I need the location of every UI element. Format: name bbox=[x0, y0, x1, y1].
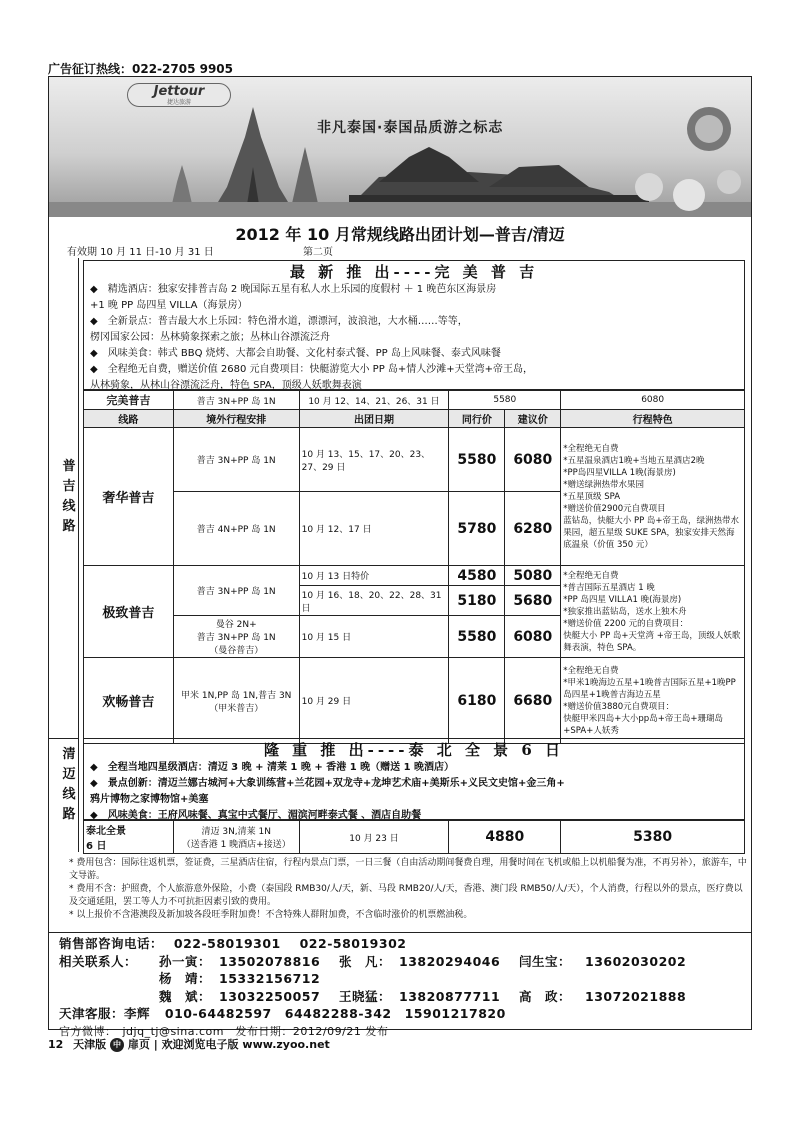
phuket-feature-2: ◆ 全新景点：普吉最大水上乐园：特色滑水道，漂漂河，波浪池，大水桶……等等， bbox=[90, 316, 468, 327]
route-name: 欢畅普吉 bbox=[84, 658, 174, 744]
summary-row bbox=[84, 391, 745, 410]
suggest-price: 6680 bbox=[505, 658, 561, 744]
table-header bbox=[84, 410, 745, 428]
dates-cell: 10 月 23 日 bbox=[299, 821, 449, 854]
phuket-price-table bbox=[83, 390, 745, 744]
route-name: 泰北全景 6 日 bbox=[84, 821, 174, 854]
header-features: 行程特色 bbox=[561, 410, 745, 428]
summary-suggest-price: 6080 bbox=[561, 391, 745, 410]
dates-cell: 10 月 12、17 日 bbox=[299, 492, 449, 566]
dates-cell: 10 月 13、15、17、20、23、27、29 日 bbox=[299, 428, 449, 492]
trade-price: 5580 bbox=[449, 428, 505, 492]
hotline-label: 销售部咨询电话： bbox=[59, 936, 164, 951]
banner-slogan: 非凡泰国·泰国品质游之标志 bbox=[317, 120, 504, 136]
contact-phone: 13820294046 bbox=[399, 953, 501, 969]
contact-row bbox=[59, 988, 686, 1006]
weibo-line: 官方微博： jdjq_tj@sina.com 发布日期：2012/09/21 发布 bbox=[59, 1024, 389, 1038]
chiangmai-side-label: 清迈线路 bbox=[62, 747, 76, 822]
route-name: 极致普吉 bbox=[84, 566, 174, 658]
phuket-feature-5: ◆ 全程绝无自费，赠送价值 2680 元自费项目：快艇游览大小 PP 岛+情人沙滩+天堂湾+帝王岛， bbox=[90, 364, 534, 375]
summary-itinerary: 普吉 3N+PP 岛 1N bbox=[173, 391, 299, 410]
service-line bbox=[59, 1005, 686, 1023]
hotline-2: 022-58019302 bbox=[299, 936, 407, 951]
phuket-feature-1: +1 晚 PP 岛四星 VILLA（海景房） bbox=[90, 300, 248, 311]
phuket-side-column bbox=[49, 258, 79, 738]
trade-price: 5580 bbox=[449, 616, 505, 658]
contact-name: 王晓猛： bbox=[339, 988, 392, 1004]
suggest-price: 5680 bbox=[505, 586, 561, 616]
service-name: 李辉 bbox=[124, 1006, 151, 1021]
suggest-price: 6080 bbox=[505, 616, 561, 658]
header-suggest: 建议价 bbox=[505, 410, 561, 428]
itinerary-cell: 清迈 3N,清莱 1N （送香港 1 晚酒店+接送） bbox=[173, 821, 299, 854]
table-row bbox=[84, 821, 745, 854]
contact-phone: 15332156712 bbox=[219, 971, 321, 986]
phuket-promo-box bbox=[83, 260, 745, 390]
dates-cell: 10 月 29 日 bbox=[299, 658, 449, 744]
trade-price: 4580 bbox=[449, 566, 505, 586]
edition-label: 天津版 bbox=[73, 1038, 107, 1051]
contact-phone: 13072021888 bbox=[585, 988, 687, 1004]
suggest-price: 6280 bbox=[505, 492, 561, 566]
header-dates: 出团日期 bbox=[299, 410, 449, 428]
dates-cell: 10 月 13 日特价 bbox=[299, 566, 449, 586]
table-row bbox=[84, 428, 745, 492]
header-route: 线路 bbox=[84, 410, 174, 428]
route-name: 奢华普吉 bbox=[84, 428, 174, 566]
service-label: 天津客服： bbox=[59, 1006, 125, 1021]
suggest-price: 6080 bbox=[505, 428, 561, 492]
contact-row bbox=[59, 970, 686, 988]
page-title: 2012 年 10 月常规线路出团计划—普吉/清迈 bbox=[235, 225, 565, 244]
dates-cell: 10 月 15 日 bbox=[299, 616, 449, 658]
contact-phone: 13502078816 bbox=[219, 953, 321, 969]
chiangmai-side-column bbox=[49, 738, 79, 852]
people-label: 相关联系人： bbox=[59, 953, 138, 969]
chiangmai-price-table bbox=[83, 820, 745, 854]
suggest-price: 5380 bbox=[561, 821, 745, 854]
banner bbox=[49, 77, 751, 217]
chiangmai-feature-3: ◆ 风味美食：王府风味餐、真宝中式餐厅、湄滨河畔泰式餐 、酒店自助餐 bbox=[90, 810, 422, 821]
page-footer bbox=[48, 1036, 330, 1063]
phuket-promo-title: 最 新 推 出----完 美 普 吉 bbox=[289, 263, 539, 281]
summary-dates: 10 月 12、14、21、26、31 日 bbox=[299, 391, 449, 410]
ad-hotline: 广告征订热线：022-2705 9905 bbox=[48, 62, 234, 76]
header-itinerary: 境外行程安排 bbox=[173, 410, 299, 428]
features-cell: *全程绝无自费 *甲米1晚海边五星+1晚普吉国际五星+1晚PP岛四星+1晚普吉海边五星 *赠送价值3880元自费项目： 快艇甲米四岛+大小pp岛+帝王岛+珊瑚岛+SPA+人妖秀 bbox=[561, 658, 745, 744]
chiangmai-promo-title: 隆 重 推 出----泰 北 全 景 6 日 bbox=[263, 741, 565, 759]
page-frame bbox=[48, 76, 752, 1038]
service-phones: 010-64482597 64482288-342 15901217820 bbox=[164, 1006, 506, 1021]
contact-phone: 13820877711 bbox=[399, 988, 501, 1004]
note-surcharge: * 以上报价不含港澳段及新加坡各段旺季附加费！不含特殊人群附加费，不含临时涨价的机票燃油税。 bbox=[69, 910, 473, 920]
itinerary-cell: 普吉 3N+PP 岛 1N bbox=[173, 566, 299, 616]
table-row bbox=[84, 566, 745, 586]
itinerary-cell: 甲米 1N,PP 岛 1N,普吉 3N （甲米普吉） bbox=[173, 658, 299, 744]
itinerary-cell: 曼谷 2N+ 普吉 3N+PP 岛 1N （曼谷普吉） bbox=[173, 616, 299, 658]
site-url[interactable]: www.zyoo.net bbox=[242, 1038, 330, 1051]
dates-cell: 10 月 16、18、20、22、28、31 日 bbox=[299, 586, 449, 616]
welcome-text: 欢迎浏览电子版 bbox=[161, 1038, 239, 1051]
summary-trade-price: 5580 bbox=[449, 391, 561, 410]
china-badge-icon: 中国 bbox=[110, 1038, 124, 1052]
header-trade: 同行价 bbox=[449, 410, 505, 428]
page-number: 12 bbox=[48, 1038, 64, 1051]
hotline-1: 022-58019301 bbox=[173, 936, 281, 951]
trade-price: 5180 bbox=[449, 586, 505, 616]
contact-phone: 13602030202 bbox=[585, 953, 687, 969]
suggest-price: 5080 bbox=[505, 566, 561, 586]
contact-name: 张 凡： bbox=[339, 953, 392, 969]
contact-name: 高 政： bbox=[519, 988, 572, 1004]
itinerary-cell: 普吉 4N+PP 岛 1N bbox=[173, 492, 299, 566]
phuket-feature-0: ◆ 精选酒店：独家安排普吉岛 2 晚国际五星有私人水上乐园的度假村 ＋ 1 晚芭东区海景房 bbox=[90, 284, 497, 295]
phuket-feature-3: 楞冈国家公园：丛林骑象探索之旅；丛林山谷漂流泛舟 bbox=[90, 332, 330, 343]
phuket-side-label: 普吉线路 bbox=[62, 459, 76, 534]
chiangmai-feature-2: 鸦片博物之家博物馆+美塞 bbox=[90, 794, 209, 805]
features-cell: *全程绝无自费 *普吉国际五星酒店 1 晚 *PP 岛四星 VILLA1 晚(海景房) *独家推出蓝钻岛，送水上独木舟 *赠送价值 2200 元的自费项目： 快艇大小 PP 岛+天堂湾 +帝王岛，顶级人妖歌舞表演，特色 SPA。 bbox=[561, 566, 745, 658]
trade-price: 4880 bbox=[449, 821, 561, 854]
hotline-line bbox=[59, 935, 686, 953]
jettour-logo: Jettour 捷达旅游 bbox=[127, 83, 231, 107]
section-label: 扉页 bbox=[127, 1038, 150, 1051]
contact-row bbox=[59, 953, 686, 971]
phuket-feature-4: ◆ 风味美食：韩式 BBQ 烧烤、大都会自助餐、文化村泰式餐、PP 岛上风味餐、泰式风味餐 bbox=[90, 348, 501, 359]
page-label: 第二页 bbox=[303, 247, 333, 258]
itinerary-cell: 普吉 3N+PP 岛 1N bbox=[173, 428, 299, 492]
notes bbox=[69, 857, 749, 922]
chiangmai-feature-0: ◆ 全程当地四星级酒店：清迈 3 晚 + 清莱 1 晚 + 香港 1 晚（赠送 1 晚酒店） bbox=[90, 762, 455, 773]
contact-name: 魏 斌： bbox=[159, 988, 212, 1004]
features-cell: *全程绝无自费 *五星温泉酒店1晚+当地五星酒店2晚 *PP岛四星VILLA 1晚(海景房) *赠送绿洲热带水果园 *五星顶级 SPA *赠送价值2900元自费项目 蓝钻岛，快艇大小 PP 岛+帝王岛，绿洲热带水果园，超五星级 SUKE SPA，独家安排天然海底温泉（价值 350 元） bbox=[561, 428, 745, 566]
phuket-feature-6: 从林骑象，从林山谷漂流泛舟，特色 SPA，顶级人妖歌舞表演 bbox=[90, 380, 362, 391]
validity-period: 有效期 10 月 11 日-10 月 31 日 bbox=[67, 247, 214, 258]
contacts bbox=[59, 935, 686, 1040]
divider bbox=[49, 932, 751, 933]
trade-price: 6180 bbox=[449, 658, 505, 744]
contact-phone: 13032250057 bbox=[219, 988, 321, 1004]
contact-name: 杨 靖： bbox=[159, 971, 212, 986]
trade-price: 5780 bbox=[449, 492, 505, 566]
contact-name: 孙一寅： bbox=[159, 953, 212, 969]
summary-name: 完美普吉 bbox=[84, 391, 174, 410]
separator: | bbox=[153, 1038, 158, 1051]
note-excluded: * 费用不含：护照费，个人旅游意外保险，小费（泰国段 RMB30/人/天，新、马段 RMB20/人/天，香港、澳门段 RMB50/人/天），个人消费，行程以外的景点，医疗费以及交通延阻，罢工等人力不可抗拒因素引致的费用。 bbox=[69, 884, 743, 907]
table-row bbox=[84, 658, 745, 744]
contact-name: 闫生宝： bbox=[519, 953, 572, 969]
chiangmai-feature-1: ◆ 景点创新：清迈兰娜古城河+大象训练营+兰花园+双龙寺+龙坤艺术庙+美斯乐+义民文史馆+金三角+ bbox=[90, 778, 565, 789]
chiangmai-promo-box bbox=[83, 738, 745, 820]
note-included: * 费用包含：国际往返机票，签证费，三星酒店住宿，行程内景点门票，一日三餐（自由活动期间餐费自理，用餐时间在飞机或船上以机船餐为准，不再另补），旅游车，中文导游。 bbox=[69, 858, 747, 881]
